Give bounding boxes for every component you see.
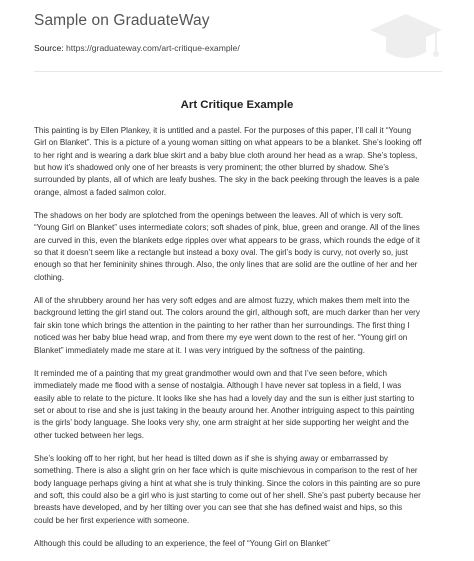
text-line: noticed was her baby blue head wrap, and from there my eye went down to the rest of her. “Young girl on — [34, 333, 408, 343]
text-line: to her right and is wearing a dark blue skirt and a baby blue cloth around her head as a wrap. She’s topless, — [34, 150, 418, 160]
source-label: Source: — [34, 43, 64, 53]
site-title[interactable]: Sample on GraduateWay — [34, 12, 210, 29]
text-line: breasts have developed, and by her tilting over you can see that she has defined waist and hips, so this — [34, 503, 403, 513]
source-line — [34, 43, 240, 53]
text-line: other tucked between her legs. — [34, 430, 145, 440]
text-line: immediately made me flood with a sense of nostalgia. Although I have never sat topless in a field, I was — [34, 381, 402, 391]
text-line: enough so that her femininity shines through. Also, the only lines that are solid are the outline of her and her — [34, 260, 418, 270]
text-line: The shadows on her body are splotched from the openings between the leaves. All of which is very soft. — [34, 211, 404, 221]
text-line: surrounded by plants, all of which are leafy bushes. The sky in the back peeking through the leaves is a pale — [34, 175, 420, 185]
paragraph-4 — [34, 368, 448, 442]
text-line: “Young Girl on Blanket” uses intermediate colors; soft shades of pink, blue, green and orange. All of the lines — [34, 223, 420, 233]
paragraph-1 — [34, 125, 448, 199]
header-divider — [34, 71, 442, 72]
text-line: orange, almost a faded salmon color. — [34, 187, 166, 197]
text-line: and soft, this could also be a girl who is just starting to come out of her shell. She’s past puberty because her — [34, 490, 421, 500]
graduation-cap-icon — [366, 8, 446, 68]
source-url[interactable]: https://graduateway.com/art-critique-example/ — [66, 43, 240, 53]
text-line: are curved in this, even the blankets edge ripples over what appears to be grass, which rounds the edge of it — [34, 235, 421, 245]
document-title: Art Critique Example — [180, 99, 294, 111]
text-line: is the girls’ body language. She looks very shy, one arm straight at her side supporting her weight and the — [34, 418, 409, 428]
text-line: fair skin tone which brings the attention in the painting to her rather than her surroundings. The first thing I — [34, 320, 410, 330]
text-line: This painting is by Ellen Plankey, it is untitled and a pastel. For the purposes of this paper, I’ll call it “Young — [34, 126, 412, 135]
text-line: Girl on Blanket”. This is a picture of a young woman sitting on what appears to be a blanket. She’s looking off — [34, 138, 422, 148]
text-line: Although this could be alluding to an experience, the feel of “Young Girl on Blanket” — [34, 538, 330, 548]
text-line: set or about to rise and she is just taking in the beauty around her. Another intriguing aspect to this painting — [34, 405, 415, 415]
text-line: All of the shrubbery around her has very soft edges and are almost fuzzy, which makes them melt into the — [34, 296, 410, 306]
text-line: She’s looking off to her right, but her head is tilted down as if she is shying away or embarrassed by — [34, 453, 388, 463]
paragraph-3 — [34, 295, 448, 357]
site-header — [0, 0, 474, 70]
text-line: something. There is also a slight grin on her face which is quite mischievous in comparison to the rest of her — [34, 466, 418, 476]
text-line: so that it doesn’t seem like a rectangle but instead a boxy oval. The girl’s body is curvy, not overly so, just — [34, 248, 408, 258]
text-line: It reminded me of a painting that my great grandmother would own and that I’ve seen before, which — [34, 368, 387, 378]
text-line: Blanket” immediately made me stare at it. I was very intrigued by the softness of the painting. — [34, 345, 365, 355]
text-line: body language perhaps giving a hint at what she is truly thinking. Since the colors in this painting are so pure — [34, 478, 421, 488]
text-line: but how it’s shadowed only one of her breasts is very prominent; the other blurred by shadow. She’s — [34, 163, 389, 173]
paragraph-2 — [34, 210, 448, 284]
paragraph-6 — [34, 538, 448, 550]
text-line: background letting the girl stand out. The colors around the girl, although soft, are much darker than her very — [34, 308, 420, 318]
text-line: could be her first experience with someone. — [34, 515, 190, 525]
paragraph-5 — [34, 453, 448, 527]
text-line: easily able to relate to the picture. It looks like she has had a lovely day and the sun is either just starting to — [34, 393, 415, 403]
text-line: clothing. — [34, 272, 64, 282]
document-body — [34, 125, 448, 561]
